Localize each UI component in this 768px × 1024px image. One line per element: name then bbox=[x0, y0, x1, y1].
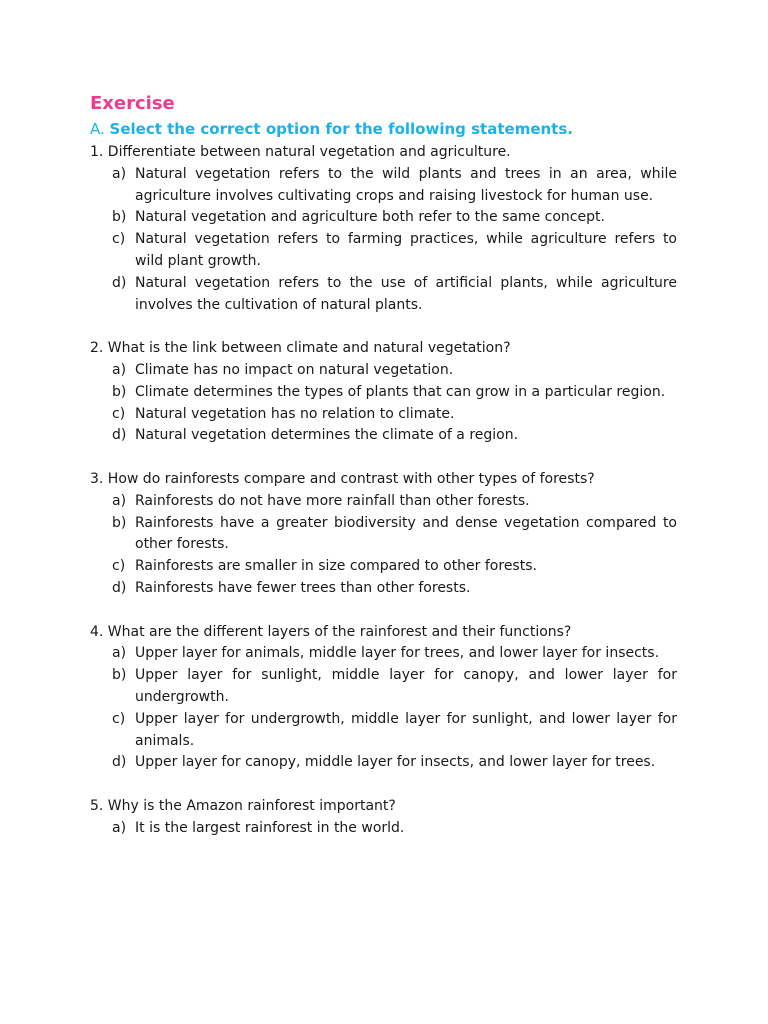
option-text: Climate determines the types of plants that can grow in a particular region. bbox=[135, 383, 666, 400]
options-list bbox=[90, 491, 677, 600]
question-text: 3. How do rainforests compare and contrast with other types of forests? bbox=[90, 470, 595, 487]
options-list bbox=[90, 360, 677, 447]
option-text: Rainforests have a greater biodiversity and dense vegetation compared to other forests. bbox=[135, 514, 677, 553]
option-item bbox=[112, 556, 677, 578]
option-letter: b) bbox=[112, 514, 127, 531]
option-item bbox=[112, 382, 677, 404]
option-letter: a) bbox=[112, 645, 127, 662]
question-block-5 bbox=[90, 796, 677, 840]
section-instruction: Select the correct option for the following statements. bbox=[109, 120, 573, 138]
document-page bbox=[90, 92, 677, 861]
section-letter: A. bbox=[90, 120, 105, 138]
question-block-2 bbox=[90, 338, 677, 447]
option-item bbox=[112, 818, 677, 840]
question-text: 4. What are the different layers of the rainforest and their functions? bbox=[90, 623, 572, 640]
option-text: Upper layer for canopy, middle layer for insects, and lower layer for trees. bbox=[135, 754, 656, 771]
option-text: Upper layer for animals, middle layer for trees, and lower layer for insects. bbox=[135, 645, 660, 662]
question-text: 5. Why is the Amazon rainforest important? bbox=[90, 797, 396, 814]
option-letter: c) bbox=[112, 558, 126, 575]
option-text: It is the largest rainforest in the world. bbox=[135, 819, 405, 836]
option-letter: c) bbox=[112, 231, 126, 248]
question-block-1 bbox=[90, 142, 677, 316]
option-item bbox=[112, 229, 677, 273]
option-item bbox=[112, 273, 677, 317]
question-block-3 bbox=[90, 469, 677, 600]
option-item bbox=[112, 164, 677, 208]
option-text: Natural vegetation and agriculture both refer to the same concept. bbox=[135, 209, 605, 226]
options-list bbox=[90, 818, 677, 840]
option-item bbox=[112, 643, 677, 665]
options-list bbox=[90, 643, 677, 774]
option-text: Natural vegetation has no relation to climate. bbox=[135, 405, 455, 422]
option-item bbox=[112, 425, 677, 447]
option-letter: d) bbox=[112, 274, 127, 291]
option-item bbox=[112, 360, 677, 382]
option-text: Natural vegetation refers to farming practices, while agriculture refers to wild plant growth. bbox=[135, 231, 677, 269]
option-item bbox=[112, 513, 677, 557]
option-text: Rainforests do not have more rainfall than other forests. bbox=[135, 492, 530, 509]
option-letter: b) bbox=[112, 667, 127, 684]
option-item bbox=[112, 665, 677, 709]
option-letter: d) bbox=[112, 427, 127, 444]
section-heading bbox=[90, 116, 677, 142]
options-list bbox=[90, 164, 677, 317]
option-letter: a) bbox=[112, 165, 127, 182]
option-letter: d) bbox=[112, 579, 127, 596]
option-letter: b) bbox=[112, 209, 127, 226]
option-letter: c) bbox=[112, 710, 126, 727]
option-item bbox=[112, 578, 677, 600]
option-letter: a) bbox=[112, 361, 127, 378]
option-item bbox=[112, 491, 677, 513]
option-letter: a) bbox=[112, 492, 127, 509]
question-text: 1. Differentiate between natural vegetation and agriculture. bbox=[90, 144, 511, 160]
option-text: Natural vegetation refers to the use of artificial plants, while agriculture involves the cultivation of natural plants. bbox=[135, 274, 677, 313]
option-text: Upper layer for undergrowth, middle layer for sunlight, and lower layer for animals. bbox=[135, 710, 677, 749]
option-letter: d) bbox=[112, 754, 127, 771]
option-text: Upper layer for sunlight, middle layer for canopy, and lower layer for undergrowth. bbox=[135, 667, 677, 705]
option-text: Rainforests are smaller in size compared to other forests. bbox=[135, 558, 537, 575]
option-text: Natural vegetation refers to the wild plants and trees in an area, while agriculture involves cultivating crops and raising livestock for human use. bbox=[135, 165, 677, 204]
page-title: Exercise bbox=[90, 93, 175, 114]
option-text: Climate has no impact on natural vegetation. bbox=[135, 361, 454, 378]
option-letter: b) bbox=[112, 383, 127, 400]
option-item bbox=[112, 752, 677, 774]
option-text: Rainforests have fewer trees than other forests. bbox=[135, 579, 471, 596]
question-block-4 bbox=[90, 622, 677, 775]
option-item bbox=[112, 709, 677, 753]
option-item bbox=[112, 207, 677, 229]
option-letter: a) bbox=[112, 819, 127, 836]
option-item bbox=[112, 404, 677, 426]
question-text: 2. What is the link between climate and natural vegetation? bbox=[90, 340, 511, 357]
option-letter: c) bbox=[112, 405, 126, 422]
option-text: Natural vegetation determines the climate of a region. bbox=[135, 427, 519, 444]
